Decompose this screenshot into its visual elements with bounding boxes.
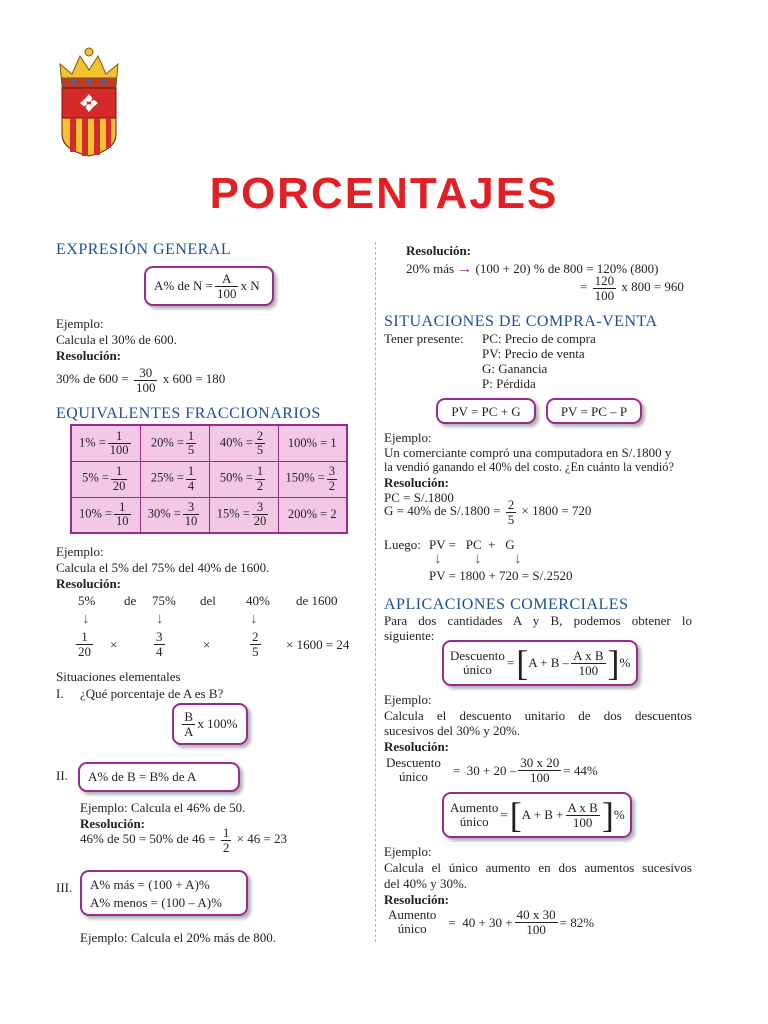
top-line2-num: 120 xyxy=(594,273,615,288)
arrow-down-icon: ↓ xyxy=(434,551,442,567)
cell-num: 1 xyxy=(256,464,264,479)
situaciones-heading: Situaciones elementales xyxy=(56,669,181,684)
res1-label-2: único xyxy=(398,769,428,785)
cell-den: 5 xyxy=(256,442,264,457)
ii-res-lhs: 46% de 50 = 50% de 46 = xyxy=(80,831,216,847)
descuento-label-2: único xyxy=(462,662,492,677)
cell-den: 2 xyxy=(256,478,264,493)
cell-fraction xyxy=(255,430,265,457)
cell-den: 20 xyxy=(253,514,267,529)
equals: = xyxy=(500,807,508,823)
cell-lhs: 10% = xyxy=(78,506,113,521)
cell-fraction xyxy=(327,465,337,492)
bracket-right-icon: ] xyxy=(601,795,614,835)
aumento-label-1: Aumento xyxy=(450,799,499,815)
ii-ejemplo: Ejemplo: Calcula el 46% de 50. xyxy=(80,800,246,815)
equivalentes-cell xyxy=(209,497,278,533)
arrow-down-icon: ↓ xyxy=(514,551,522,567)
cell-text: 100% = 1 xyxy=(287,435,337,450)
cell-num: 3 xyxy=(328,464,336,479)
cell-lhs: 20% = xyxy=(150,435,184,450)
cell-lhs: 15% = xyxy=(216,506,250,521)
cv-g-num: 2 xyxy=(507,497,515,512)
equals: = xyxy=(506,655,515,671)
iii-line2: A% menos = (100 – A)% xyxy=(90,894,222,910)
cv-pv-result: PV = 1800 + 720 = S/.2520 xyxy=(429,568,573,583)
formula-lhs: A% de N = xyxy=(154,278,213,294)
res2-formula xyxy=(388,908,594,937)
column-divider xyxy=(375,242,376,942)
chain-frac-num: 2 xyxy=(252,629,259,644)
situacion-i-label: I. xyxy=(56,686,64,701)
aum-formula-a: A + B + xyxy=(521,807,564,823)
cell-den: 2 xyxy=(328,478,336,493)
equivalentes-cell xyxy=(209,461,278,497)
heading-aplicaciones: APLICACIONES COMERCIALES xyxy=(384,596,629,613)
cell-fraction xyxy=(108,430,131,457)
cell-text: 200% = 2 xyxy=(287,507,337,522)
equivalentes-cell xyxy=(140,497,209,533)
cv-pv-eq: PV = PC + G xyxy=(429,537,515,552)
chain-word-3: 75% xyxy=(152,593,176,608)
res-rhs: x 600 = 180 xyxy=(162,371,226,387)
cv-g-lhs: G = 40% de S/.1800 = xyxy=(384,503,501,519)
situacion-ii-label: II. xyxy=(56,768,68,783)
crest-logo xyxy=(52,46,126,158)
equivalentes-cell xyxy=(278,425,347,461)
arrow-down-icon: ↓ xyxy=(474,551,482,567)
def-g: G: Ganancia xyxy=(482,361,548,376)
res-den: 100 xyxy=(135,379,156,395)
top-line2-eq: = xyxy=(580,279,588,295)
cell-lhs: 150% = xyxy=(285,470,325,485)
equivalentes-cell xyxy=(140,461,209,497)
percent-sign: % xyxy=(613,807,625,823)
formula-num: A xyxy=(215,272,239,287)
cell-fraction xyxy=(111,465,128,492)
res1-label-1: Descuento xyxy=(386,755,441,770)
chain-frac-1 xyxy=(74,630,95,658)
equivalentes-table xyxy=(70,424,348,534)
cell-lhs: 40% = xyxy=(219,435,253,450)
cell-fraction xyxy=(114,501,131,528)
cv-ejemplo-l2: la vendió ganando el 40% del costo. ¿En cuánto la vendió? xyxy=(384,460,674,474)
i-den: A xyxy=(184,723,194,739)
ap-resolucion1: Resolución: xyxy=(384,739,449,754)
situacion-i-box xyxy=(172,703,248,745)
cv-ejemplo: Ejemplo: xyxy=(384,430,432,445)
iii-line1: A% más = (100 + A)% xyxy=(90,877,210,892)
top-line1-b: (100 + 20) % de 800 = 120% (800) xyxy=(475,261,659,276)
situacion-iii-box xyxy=(80,870,248,916)
res2-rhs: = 82% xyxy=(559,914,595,930)
ejemplo2-label: Ejemplo: xyxy=(56,544,104,559)
heading-equivalentes: EQUIVALENTES FRACCIONARIOS xyxy=(56,405,321,422)
aum-den: 100 xyxy=(572,814,593,830)
times-2: × xyxy=(203,637,211,652)
arrow-down-icon: ↓ xyxy=(156,611,164,627)
aumento-label-2: único xyxy=(459,814,489,829)
formula-general-box xyxy=(144,266,274,306)
chain-word-4: del xyxy=(200,593,216,608)
formula-den: 100 xyxy=(216,285,237,301)
aumento-formula-box xyxy=(442,792,632,838)
equivalentes-row xyxy=(71,461,347,497)
equivalentes-cell xyxy=(278,497,347,533)
cell-fraction xyxy=(186,465,196,492)
desc-num: A x B xyxy=(573,647,604,663)
res2-num: 40 x 30 xyxy=(516,907,556,923)
cell-fraction xyxy=(252,501,269,528)
ap-ejemplo1-l1: Calcula el descuento unitario de dos descuentos xyxy=(384,708,692,723)
chain-frac-2 xyxy=(152,630,167,658)
cell-num: 3 xyxy=(252,501,269,515)
chain-word-6: de 1600 xyxy=(296,593,338,608)
ii-res-formula xyxy=(80,826,287,854)
cv-g-den: 5 xyxy=(507,511,515,527)
pv-plus-box: PV = PC + G xyxy=(436,398,536,424)
top-line2-rhs: x 800 = 960 xyxy=(621,279,684,295)
iii-ejemplo: Ejemplo: Calcula el 20% más de 800. xyxy=(80,930,277,945)
res-lhs: 30% de 600 = xyxy=(56,371,129,387)
cv-resolucion: Resolución: xyxy=(384,475,449,490)
cell-num: 3 xyxy=(183,501,200,515)
arrow-down-icon: ↓ xyxy=(250,611,258,627)
def-p: P: Pérdida xyxy=(482,376,536,391)
def-pc: PC: Precio de compra xyxy=(482,331,596,346)
equivalentes-cell xyxy=(209,425,278,461)
res1-label xyxy=(386,756,441,785)
ap-ejemplo2-l1: Calcula el único aumento en dos aumentos sucesivos xyxy=(384,860,692,875)
chain-frac-den: 4 xyxy=(156,643,163,659)
equivalentes-cell xyxy=(140,425,209,461)
cv-ejemplo-l1: Un comerciante compró una computadora en S/.1800 y xyxy=(384,445,672,460)
descuento-label-1: Descuento xyxy=(450,647,505,663)
res2-den: 100 xyxy=(526,921,546,937)
res-num: 30 xyxy=(134,366,158,381)
tener-presente: Tener presente: xyxy=(384,331,464,346)
heading-compra-venta: SITUACIONES DE COMPRA-VENTA xyxy=(384,313,658,330)
page-title: PORCENTAJES xyxy=(209,169,559,218)
res1-a: = 30 + 20 – xyxy=(452,762,517,778)
cell-den: 4 xyxy=(187,478,195,493)
equivalentes-cell xyxy=(278,461,347,497)
cv-g-rhs: × 1800 = 720 xyxy=(521,503,592,519)
ap-ejemplo1-l2: sucesivos del 30% y 20%. xyxy=(384,723,521,738)
chain-word-2: de xyxy=(124,593,137,608)
descuento-formula-box xyxy=(442,640,638,686)
chain-frac-den: 5 xyxy=(252,643,259,659)
ap-resolucion2: Resolución: xyxy=(384,892,449,907)
chain-frac-3 xyxy=(248,630,263,658)
ap-ejemplo1: Ejemplo: xyxy=(384,692,432,707)
cell-num: 1 xyxy=(187,428,195,443)
cv-pc: PC = S/.1800 xyxy=(384,490,454,505)
arrow-down-icon: ↓ xyxy=(82,611,90,627)
ap-intro-l2: siguiente: xyxy=(384,628,435,643)
res2-label-1: Aumento xyxy=(388,907,437,922)
times-1: × xyxy=(110,637,118,652)
res2-label xyxy=(388,908,436,937)
ii-res-rhs: × 46 = 23 xyxy=(236,831,288,847)
ii-resolucion: Resolución: xyxy=(80,816,145,831)
ejemplo-label: Ejemplo: xyxy=(56,316,104,331)
res2-a: = 40 + 30 + xyxy=(448,914,513,930)
cell-den: 20 xyxy=(112,478,126,493)
formula-rhs: x N xyxy=(240,278,260,294)
i-rhs: x 100% xyxy=(197,716,238,732)
situacion-iii-label: III. xyxy=(56,880,73,895)
aum-num: A x B xyxy=(567,799,598,815)
res1-formula xyxy=(386,756,598,785)
cell-den: 100 xyxy=(109,442,129,457)
chain-frac-den: 20 xyxy=(78,643,91,659)
percent-sign: % xyxy=(619,655,631,671)
bracket-right-icon: ] xyxy=(607,643,620,683)
equivalentes-row xyxy=(71,497,347,533)
ii-res-num: 1 xyxy=(222,825,230,840)
cell-lhs: 25% = xyxy=(150,470,184,485)
heading-expresion-general: EXPRESIÓN GENERAL xyxy=(56,241,232,258)
cv-luego: Luego: xyxy=(384,537,421,552)
cell-fraction xyxy=(183,501,200,528)
equivalentes-row xyxy=(71,425,347,461)
resolucion2-label: Resolución: xyxy=(56,576,121,591)
descuento-label xyxy=(450,649,505,678)
chain-word-1: 5% xyxy=(78,593,96,608)
def-pv: PV: Precio de venta xyxy=(482,346,585,361)
cell-lhs: 1% = xyxy=(78,435,106,450)
cell-fraction xyxy=(255,465,265,492)
bracket-left-icon: [ xyxy=(509,795,522,835)
cell-num: 1 xyxy=(108,430,131,444)
pv-minus-box: PV = PC – P xyxy=(546,398,642,424)
res1-rhs: = 44% xyxy=(563,762,598,778)
top-resolucion: Resolución: xyxy=(406,243,471,258)
ejemplo2-text: Calcula el 5% del 75% del 40% de 1600. xyxy=(56,560,270,575)
situacion-ii-box: A% de B = B% de A xyxy=(78,762,240,792)
chain-word-5: 40% xyxy=(246,593,270,608)
resolucion-formula xyxy=(56,366,225,394)
cell-den: 5 xyxy=(187,442,195,457)
cell-num: 1 xyxy=(111,465,128,479)
cell-num: 2 xyxy=(256,428,264,443)
cv-g xyxy=(384,498,591,526)
situacion-i-question: ¿Qué porcentaje de A es B? xyxy=(80,686,224,701)
arrow-right-icon: → xyxy=(457,261,473,277)
res1-den: 100 xyxy=(530,769,550,785)
top-line2-den: 100 xyxy=(594,287,615,303)
cell-den: 10 xyxy=(116,514,129,529)
cell-lhs: 5% = xyxy=(82,470,109,485)
cell-lhs: 50% = xyxy=(219,470,253,485)
res1-num: 30 x 20 xyxy=(520,755,560,771)
chain-frac-num: 1 xyxy=(76,630,93,645)
equivalentes-cell xyxy=(71,425,140,461)
ap-ejemplo2: Ejemplo: xyxy=(384,844,432,859)
i-num: B xyxy=(182,710,195,725)
cell-lhs: 30% = xyxy=(147,506,181,521)
aumento-label xyxy=(450,801,498,830)
top-line1-a: 20% más xyxy=(406,261,455,276)
cell-num: 1 xyxy=(114,501,131,515)
ap-intro-l1: Para dos cantidades A y B, podemos obtener lo xyxy=(384,613,692,628)
top-line2 xyxy=(580,274,684,302)
equivalentes-cell xyxy=(71,497,140,533)
cell-num: 1 xyxy=(187,464,195,479)
cell-fraction xyxy=(186,430,196,457)
ap-ejemplo2-l2: del 40% y 30%. xyxy=(384,876,468,891)
res2-label-2: único xyxy=(397,921,427,937)
chain-result: × 1600 = 24 xyxy=(286,637,350,652)
cell-den: 10 xyxy=(184,514,198,529)
resolucion-label: Resolución: xyxy=(56,348,121,363)
ejemplo-text: Calcula el 30% de 600. xyxy=(56,332,177,347)
desc-formula-a: A + B – xyxy=(528,655,570,671)
equivalentes-cell xyxy=(71,461,140,497)
chain-frac-num: 3 xyxy=(156,629,163,644)
bracket-left-icon: [ xyxy=(516,643,529,683)
desc-den: 100 xyxy=(578,662,599,678)
ii-res-den: 2 xyxy=(222,839,230,855)
